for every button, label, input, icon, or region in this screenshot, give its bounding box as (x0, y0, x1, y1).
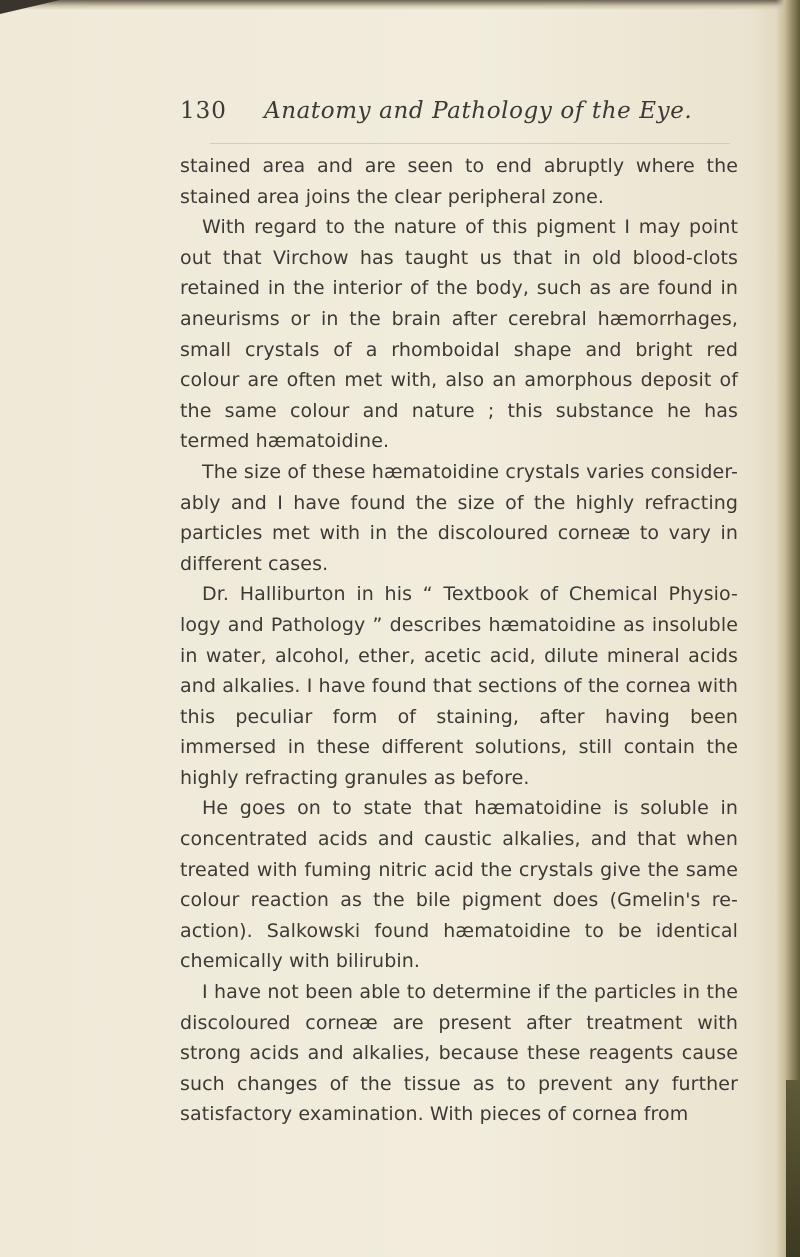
paragraph: I have not been able to determine if the particles in the discoloured corneæ are present after treatment with strong acids and alkalies, because these reagents cause such changes of the tissue as to prevent any further satisfactory examination. With pieces of cornea from (180, 981, 738, 1126)
corner-mark (0, 0, 60, 14)
page-edge-bottom (786, 1080, 800, 1257)
header-rule (210, 143, 730, 144)
paragraph: With regard to the nature of this pigment I may point out that Virchow has taught us that in old blood-clots retained in the interior of the body, such as are found in aneurisms or in the brain after cerebral hæmorrhages, small crystals of a rhomboidal shape and bright red colour are often met with, also an amorphous deposit of the same colour and nature ; this substance he has termed hæmatoidine. (180, 216, 738, 453)
running-title: Anatomy and Pathology of the Eye. (264, 98, 693, 124)
paragraph: The size of these hæmatoidine crystals varies consider-ably and I have found the size of the highly refracting particles met with in the discoloured corneæ to vary in different cases. (180, 460, 738, 575)
running-header (180, 98, 740, 138)
page-number: 130 (180, 98, 227, 124)
paragraph: He goes on to state that hæmatoidine is soluble in concentrated acids and caustic alkalies, and that when treated with fuming nitric acid the crystals give the same colour reaction as the bile pigment does (Gmelin's re-action). Salkowski found hæmatoidine to be identical chemically with bilirubin. (180, 797, 738, 973)
paragraph: stained area and are seen to end abruptly where the stained area joins the clear peripheral zone. (180, 155, 738, 208)
body-text (180, 151, 738, 1130)
top-shadow (0, 0, 800, 10)
page-edge (776, 0, 800, 1257)
paragraph: Dr. Halliburton in his “ Textbook of Chemical Physio-logy and Pathology ” describes hæmatoidine as insoluble in water, alcohol, ether, acetic acid, dilute mineral acids and alkalies. I have found that sections of the cornea with this peculiar form of staining, after having been immersed in these different solutions, still contain the highly refracting granules as before. (180, 583, 738, 789)
